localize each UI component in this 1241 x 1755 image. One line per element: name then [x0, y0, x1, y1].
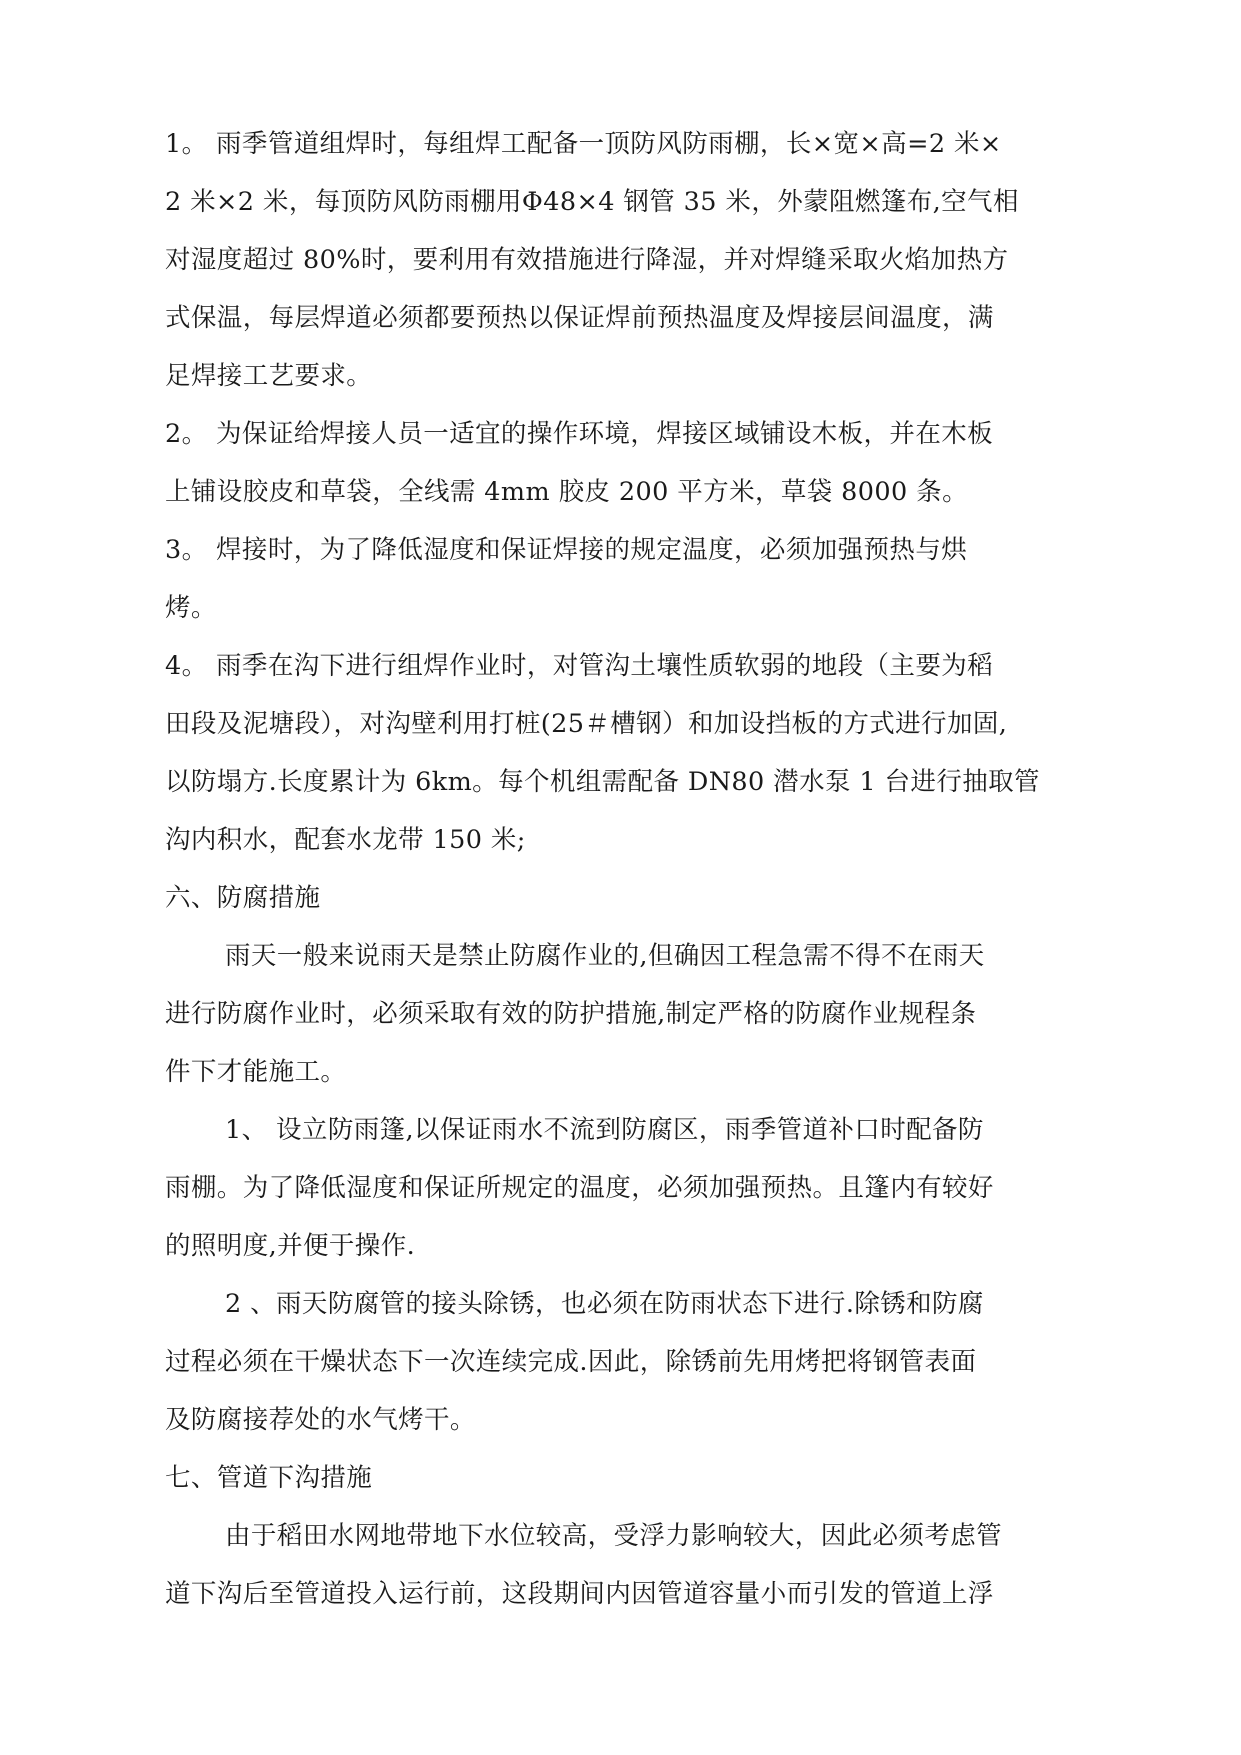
text-line: 3。 焊接时，为了降低湿度和保证焊接的规定温度，必须加强预热与烘	[165, 535, 968, 565]
text-line: 4。 雨季在沟下进行组焊作业时，对管沟土壤性质软弱的地段（主要为稻	[165, 651, 994, 681]
text-line: 由于稻田水网地带地下水位较高，受浮力影响较大，因此必须考虑管	[225, 1521, 1003, 1551]
text-line: 对湿度超过 80%时，要利用有效措施进行降湿，并对焊缝采取火焰加热方	[165, 245, 1009, 275]
text-line: 2 米×2 米，每顶防风防雨棚用Φ48×4 钢管 35 米，外蒙阻燃篷布,空气相	[165, 187, 1019, 217]
text-line: 1、 设立防雨篷,以保证雨水不流到防腐区，雨季管道补口时配备防	[225, 1115, 984, 1145]
text-line: 1。 雨季管道组焊时，每组焊工配备一顶防风防雨棚，长×宽×高=2 米×	[165, 129, 1002, 159]
text-line: 式保温，每层焊道必须都要预热以保证焊前预热温度及焊接层间温度，满	[165, 303, 994, 333]
text-line: 足焊接工艺要求。	[165, 361, 373, 391]
text-line: 上铺设胶皮和草袋，全线需 4mm 胶皮 200 平方米，草袋 8000 条。	[165, 477, 968, 507]
section-heading: 六、防腐措施	[165, 883, 321, 913]
text-line: 2 、雨天防腐管的接头除锈，也必须在防雨状态下进行.除锈和防腐	[225, 1289, 984, 1319]
text-line: 过程必须在干燥状态下一次连续完成.因此，除锈前先用烤把将钢管表面	[165, 1347, 977, 1377]
text-line: 田段及泥塘段），对沟壁利用打桩(25＃槽钢）和加设挡板的方式进行加固,	[165, 709, 1008, 739]
text-line: 雨天一般来说雨天是禁止防腐作业的,但确因工程急需不得不在雨天	[225, 941, 985, 971]
text-line: 件下才能施工。	[165, 1057, 347, 1087]
text-line: 道下沟后至管道投入运行前，这段期间内因管道容量小而引发的管道上浮	[165, 1579, 994, 1609]
section-heading: 七、管道下沟措施	[165, 1463, 373, 1493]
text-line: 及防腐接荐处的水气烤干。	[165, 1405, 476, 1435]
text-line: 以防塌方.长度累计为 6km。每个机组需配备 DN80 潜水泵 1 台进行抽取管	[165, 767, 1040, 797]
text-line: 雨棚。为了降低湿度和保证所规定的温度，必须加强预热。且篷内有较好	[165, 1173, 994, 1203]
text-line: 的照明度,并便于操作.	[165, 1231, 416, 1261]
text-line: 2。 为保证给焊接人员一适宜的操作环境，焊接区域铺设木板，并在木板	[165, 419, 994, 449]
text-line: 进行防腐作业时，必须采取有效的防护措施,制定严格的防腐作业规程条	[165, 999, 977, 1029]
text-line: 沟内积水，配套水龙带 150 米;	[165, 825, 526, 855]
text-line: 烤。	[165, 593, 217, 623]
